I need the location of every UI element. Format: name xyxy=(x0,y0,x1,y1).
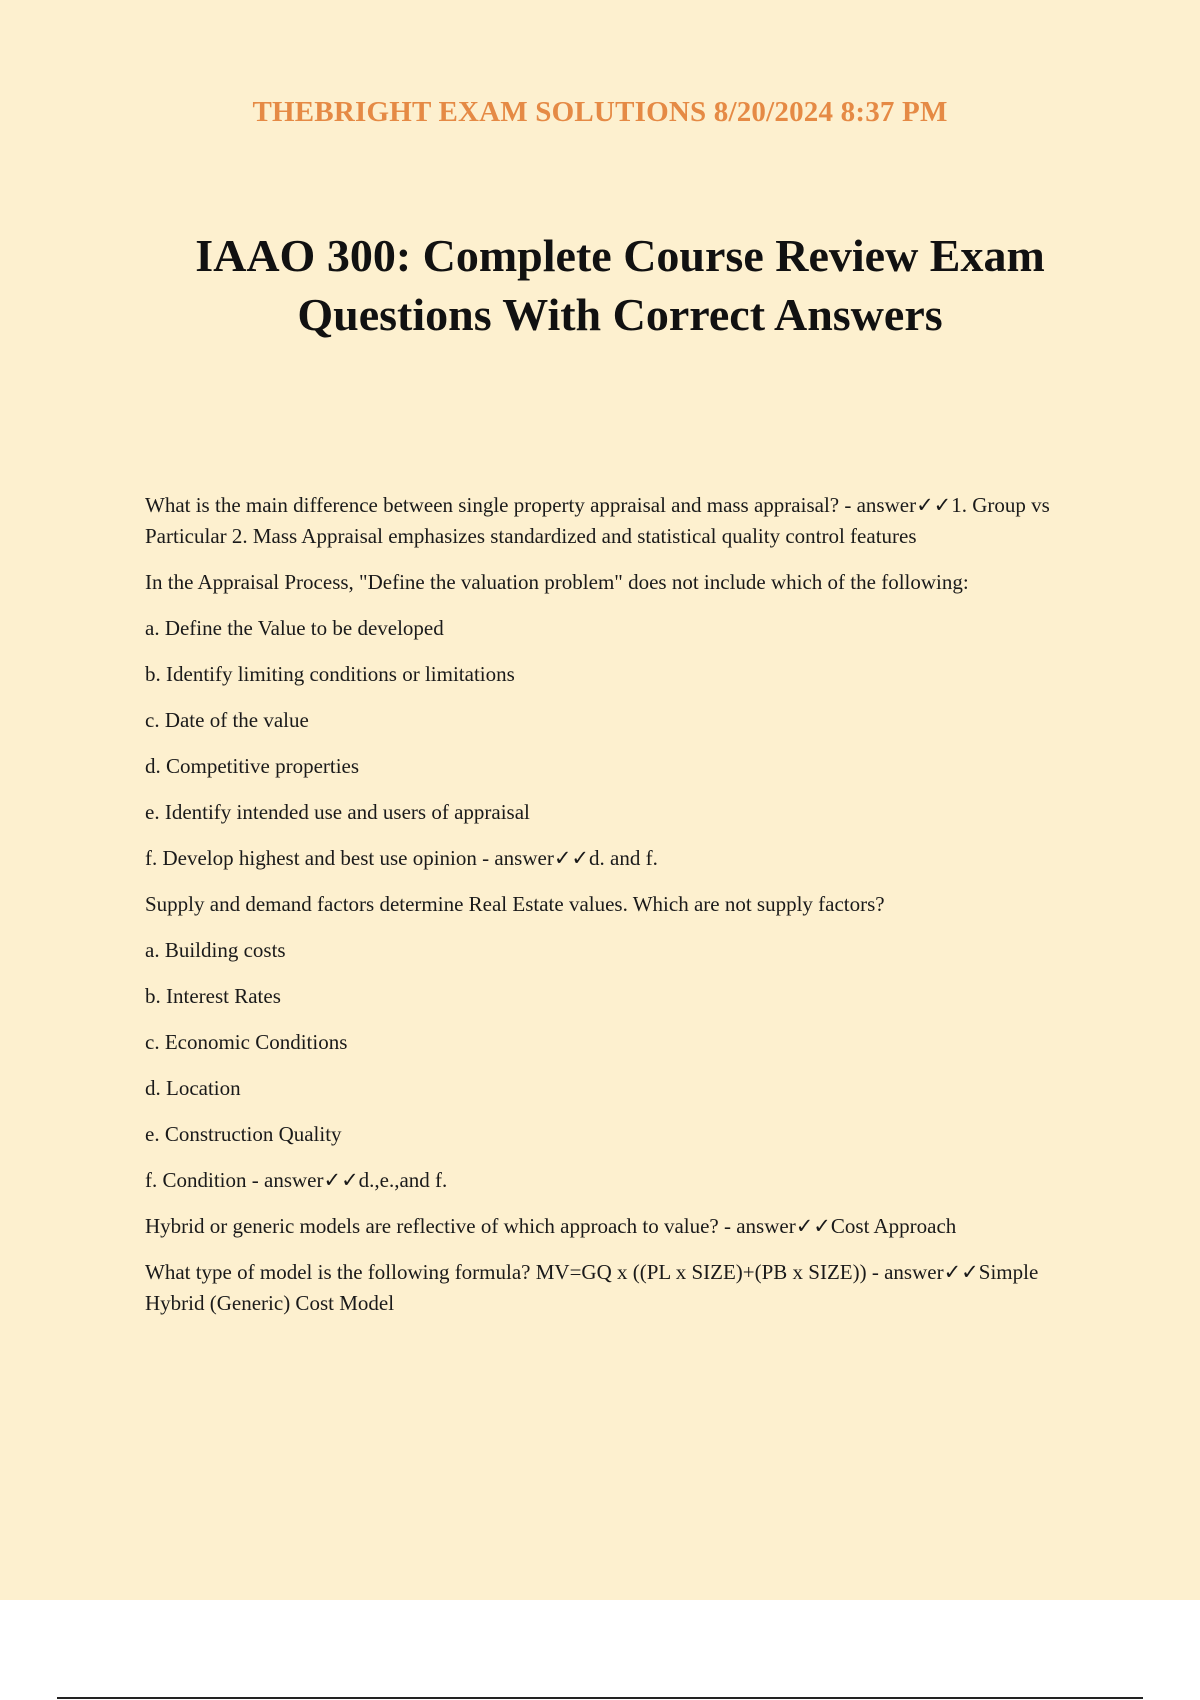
document-title xyxy=(60,226,1180,344)
answer-option: c. Date of the value xyxy=(145,708,309,732)
answer-option: d. Competitive properties xyxy=(145,754,360,778)
answer-option: a. Define the Value to be developed xyxy=(145,616,444,640)
footer-divider xyxy=(57,1697,1143,1699)
answer-option: e. Identify intended use and users of appraisal xyxy=(145,800,530,824)
document-title-line-1: IAAO 300: Complete Course Review Exam xyxy=(195,230,1045,281)
question-paragraph: Hybrid or generic models are reflective of which approach to value? - answer✓✓Cost Approach xyxy=(145,1214,957,1238)
answer-option: a. Building costs xyxy=(145,938,286,962)
answer-option: b. Identify limiting conditions or limitations xyxy=(145,662,515,686)
question-paragraph: What is the main difference between single property appraisal and mass appraisal? - answer✓✓1. Group vs Particular 2. Mass Appraisal emphasizes standardized and statistical quality control features xyxy=(145,493,1050,548)
answer-option: c. Economic Conditions xyxy=(145,1030,348,1054)
question-paragraph: Supply and demand factors determine Real Estate values. Which are not supply factors? xyxy=(145,892,885,916)
exam-solutions-stamp: THEBRIGHT EXAM SOLUTIONS 8/20/2024 8:37 PM xyxy=(252,96,948,128)
answer-option: f. Condition - answer✓✓d.,e.,and f. xyxy=(145,1168,448,1192)
question-paragraph: What type of model is the following formula? MV=GQ x ((PL x SIZE)+(PB x SIZE)) - answer✓✓Simple Hybrid (Generic) Cost Model xyxy=(145,1260,1039,1315)
answer-option: f. Develop highest and best use opinion - answer✓✓d. and f. xyxy=(145,846,658,870)
answer-option: e. Construction Quality xyxy=(145,1122,342,1146)
question-paragraph: In the Appraisal Process, "Define the valuation problem" does not include which of the following: xyxy=(145,570,969,594)
answer-option: b. Interest Rates xyxy=(145,984,281,1008)
document-body xyxy=(145,490,1090,1334)
document-title-line-2: Questions With Correct Answers xyxy=(297,289,943,340)
answer-option: d. Location xyxy=(145,1076,241,1100)
